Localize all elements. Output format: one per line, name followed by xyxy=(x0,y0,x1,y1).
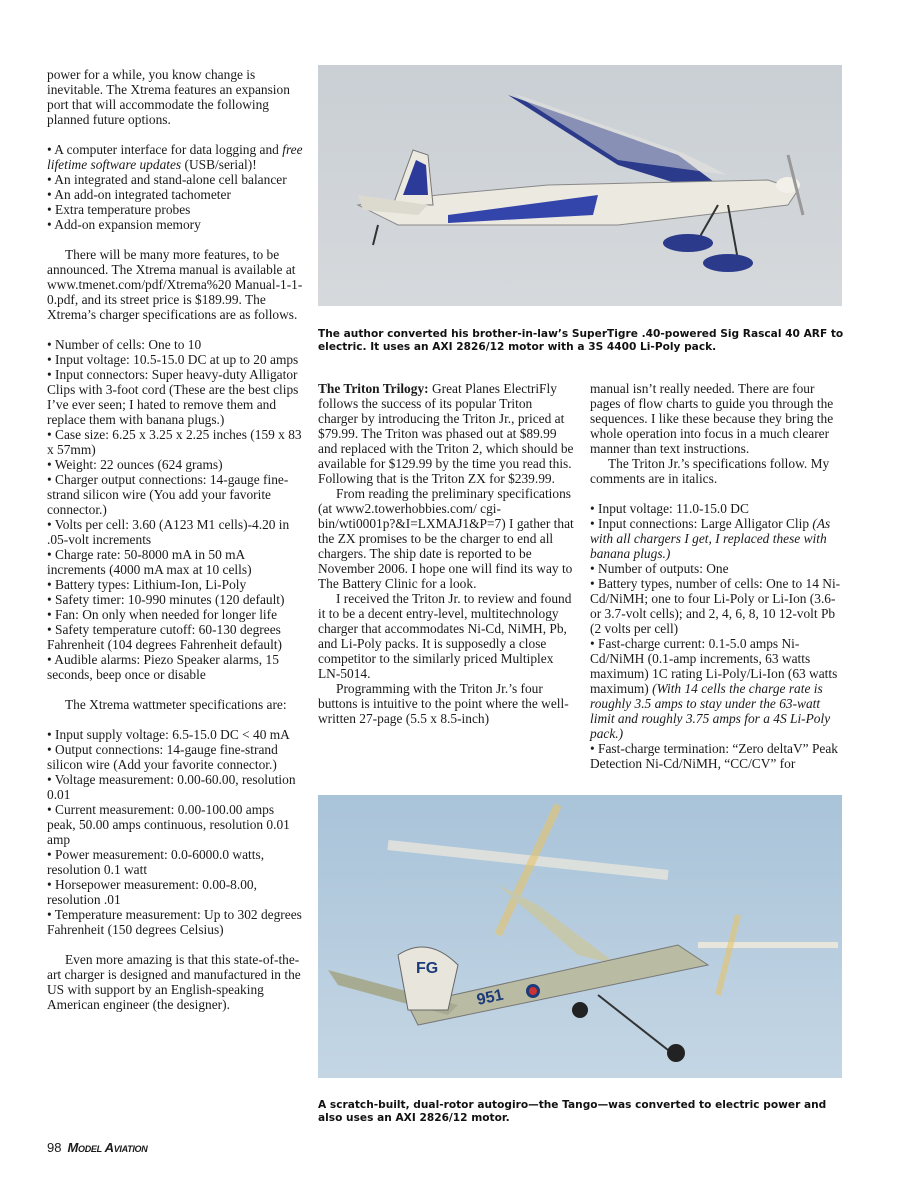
paragraph: The Triton Trilogy: Great Planes ElectriFly follows the success of its popular Triton charger by introducing the Triton Jr., priced at $79.99. The Triton was phased out at $89.99 and replaced with the Triton 2, which should be available for $129.99 by the time you read this. Following that is the Triton ZX for $239.99. xyxy=(318,381,574,486)
list-item: • Number of outputs: One xyxy=(590,561,729,576)
list-item: • Power measurement: 0.0-6000.0 watts, resolution 0.1 watt xyxy=(47,847,265,877)
page-footer xyxy=(47,1140,147,1155)
list-item: • Charge rate: 50-8000 mA in 50 mA increments (4000 mA max at 10 cells) xyxy=(47,547,252,577)
list-item: • Voltage measurement: 0.00-60.00, resolution 0.01 xyxy=(47,772,296,802)
section-heading: The Triton Trilogy: xyxy=(318,381,429,396)
photo-sig-rascal xyxy=(318,65,842,306)
list-item: • Case size: 6.25 x 3.25 x 2.25 inches (159 x 83 x 57mm) xyxy=(47,427,302,457)
list-item: • Temperature measurement: Up to 302 degrees Fahrenheit (150 degrees Celsius) xyxy=(47,907,302,937)
list-item: • Input voltage: 11.0-15.0 DC xyxy=(590,501,749,516)
list-item: • Input connections: Large Alligator Clip (As with all chargers I get, I replaced these with banana plugs.) xyxy=(590,516,831,561)
paragraph: power for a while, you know change is inevitable. The Xtrema features an expansion port that will accommodate the following planned future options. xyxy=(47,67,290,127)
charger-specs-list xyxy=(47,337,305,682)
list-item: • Number of cells: One to 10 xyxy=(47,337,202,352)
list-item: • Output connections: 14-gauge fine-strand silicon wire (Add your favorite connector.) xyxy=(47,742,278,772)
paragraph: From reading the preliminary specifications (at www2.towerhobbies.com/ cgi-bin/wti0001p?&I=LXMAJ1&P=7) I gather that the ZX promises to be the charger to end all chargers. The ship date is reported to be November 2006. I hope one will find its way to The Battery Clinic for a look. xyxy=(318,486,574,591)
right-column xyxy=(590,381,846,771)
list-item: • Input voltage: 10.5-15.0 DC at up to 20 amps xyxy=(47,352,299,367)
list-item: • An add-on integrated tachometer xyxy=(47,187,231,202)
list-item: • Extra temperature probes xyxy=(47,202,191,217)
list-item: • Safety timer: 10-990 minutes (120 default) xyxy=(47,592,285,607)
list-item: • Weight: 22 ounces (624 grams) xyxy=(47,457,223,472)
list-item: • Horsepower measurement: 0.00-8.00, resolution .01 xyxy=(47,877,257,907)
list-item: • Audible alarms: Piezo Speaker alarms, 15 seconds, beep once or disable xyxy=(47,652,279,682)
list-item: • Battery types: Lithium-Ion, Li-Poly xyxy=(47,577,247,592)
list-item: • Fan: On only when needed for longer life xyxy=(47,607,278,622)
list-item: • Fast-charge current: 0.1-5.0 amps Ni-Cd/NiMH (0.1-amp increments, 63 watts maximum) 1C rating Li-Poly/Li-Ion (63 watts maximum) (With 14 cells the charge rate is roughly 3.5 amps to stay under the 63-watt limit and roughly 3.75 amps for a 4S Li-Poly pack.) xyxy=(590,636,838,741)
list-item: • Volts per cell: 3.60 (A123 M1 cells)-4.20 in .05-volt increments xyxy=(47,517,290,547)
list-item: • Current measurement: 0.00-100.00 amps peak, 50.00 amps continuous, resolution 0.01 amp xyxy=(47,802,290,847)
list-item: • Battery types, number of cells: One to 14 Ni-Cd/NiMH; one to four Li-Poly or Li-Ion (3.6- or 3.7-volt cells); and 2, 4, 6, 8, 10 12-volt Pb (2 volts per cell) xyxy=(590,576,841,636)
list-item: • An integrated and stand-alone cell balancer xyxy=(47,172,287,187)
paragraph: manual isn’t really needed. There are four pages of flow charts to guide you through the sequences. I like these because they bring the whole operation into focus in a much clearer manner than text instructions. xyxy=(590,381,834,456)
paragraph: Programming with the Triton Jr.’s four buttons is intuitive to the point where the well-written 27-page (5.5 x 8.5-inch) xyxy=(318,681,569,726)
list-item: • Input supply voltage: 6.5-15.0 DC < 40 mA xyxy=(47,727,290,742)
list-item: • Add-on expansion memory xyxy=(47,217,201,232)
paragraph: There will be many more features, to be announced. The Xtrema manual is available at www.tmenet.com/pdf/Xtrema%20 Manual-1-1-0.pdf, and its street price is $189.99. The Xtrema’s charger specifications are as follows. xyxy=(47,247,303,322)
wattmeter-specs-list xyxy=(47,727,305,937)
paragraph: I received the Triton Jr. to review and found it to be a decent entry-level, multitechnology charger that accommodates Ni-Cd, NiMH, Pb, and Li-Poly packs. It is supposedly a close competitor to the similarly priced Multiplex LN-5014. xyxy=(318,591,572,681)
paragraph: The Triton Jr.’s specifications follow. My comments are in italics. xyxy=(590,456,830,486)
tail-letters: FG xyxy=(416,960,439,977)
list-item: • Safety temperature cutoff: 60-130 degrees Fahrenheit (104 degrees Fahrenheit default) xyxy=(47,622,282,652)
page-number: 98 xyxy=(47,1140,62,1155)
left-column xyxy=(47,67,305,1012)
photo-caption-bottom: A scratch-built, dual-rotor autogiro—the Tango—was converted to electric power and also uses an AXI 2826/12 motor. xyxy=(318,1099,827,1124)
list-item: • Input connectors: Super heavy-duty Alligator Clips with 3-foot cord (These are the best clips I’ve ever seen; I hated to remove them and replace them with banana plugs.) xyxy=(47,367,299,427)
fuselage-number: 951 xyxy=(475,986,505,1009)
paragraph: The Xtrema wattmeter specifications are: xyxy=(65,697,287,712)
photo-tango-autogiro xyxy=(318,795,842,1078)
future-options-list xyxy=(47,142,305,232)
list-item: • A computer interface for data logging and free lifetime software updates (USB/serial)! xyxy=(47,142,303,172)
middle-column xyxy=(318,381,574,726)
list-item: • Fast-charge termination: “Zero deltaV” Peak Detection Ni-Cd/NiMH, “CC/CV” for xyxy=(590,741,838,771)
photo-caption-top: The author converted his brother-in-law’s SuperTigre .40-powered Sig Rascal 40 ARF to electric. It uses an AXI 2826/12 motor with a 3S 4400 Li-Poly pack. xyxy=(318,328,844,353)
magazine-title: Model Aviation xyxy=(67,1140,148,1155)
paragraph: Even more amazing is that this state-of-the-art charger is designed and manufactured in the US with support by an English-speaking American engineer (the designer). xyxy=(47,952,301,1012)
list-item: • Charger output connections: 14-gauge fine-strand silicon wire (You add your favorite connector.) xyxy=(47,472,289,517)
